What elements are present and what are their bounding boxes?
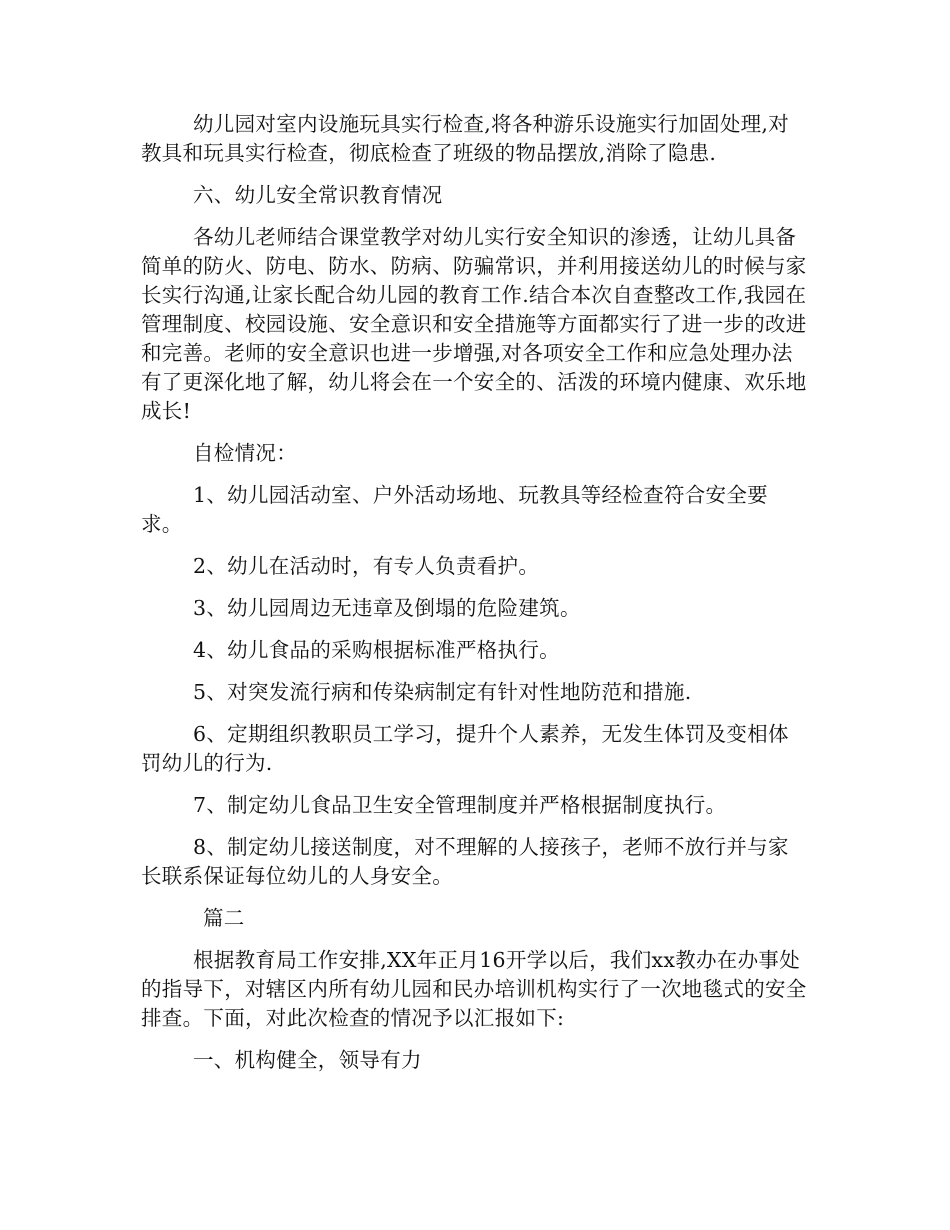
- document-page: [141, 110, 807, 1075]
- list-item-5: 5、对突发流行病和传染病制定有针对性地防范和措施.: [193, 680, 692, 704]
- part-two-heading: 篇二: [203, 906, 245, 930]
- self-check-heading: 自检情况：: [193, 441, 297, 465]
- paragraph-facility-check: 幼儿园对室内设施玩具实行检查,将各种游乐设施实行加固处理,对教具和玩具实行检查，彻底检查了班级的物品摆放,消除了隐患.: [141, 112, 790, 165]
- list-item-4: 4、幼儿食品的采购根据标准严格执行。: [193, 638, 560, 662]
- list-item-3: 3、幼儿园周边无违章及倒塌的危险建筑。: [193, 596, 581, 620]
- paragraph-safety-education: 各幼儿老师结合课堂教学对幼儿实行安全知识的渗透，让幼儿具备简单的防火、防电、防水、防病、防骗常识，并利用接送幼儿的时候与家长实行沟通,让家长配合幼儿园的教育工作.结合本次自查整改工作,我园在管理制度、校园设施、安全意识和安全措施等方面都实行了进一步的改进和完善。老师的安全意识也进一步增强,对各项安全工作和应急处理办法有了更深化地了解，幼儿将会在一个安全的、活泼的环境内健康、欢乐地成长!: [141, 225, 807, 423]
- list-item-6: 6、定期组织教职员工学习，提升个人素养，无发生体罚及变相体罚幼儿的行为.: [141, 722, 789, 775]
- section-heading-safety-education: 六、幼儿安全常识教育情况: [193, 183, 443, 207]
- list-item-7: 7、制定幼儿食品卫生安全管理制度并严格根据制度执行。: [193, 793, 727, 817]
- paragraph-part-two-intro: 根据教育局工作安排,XX年正月16开学以后，我们xx教办在办事处的指导下，对辖区内所有幼儿园和民办培训机构实行了一次地毯式的安全排查。下面，对此次检查的情况予以汇报如下:: [141, 948, 807, 1030]
- list-item-2: 2、幼儿在活动时，有专人负责看护。: [193, 554, 540, 578]
- list-item-1: 1、幼儿园活动室、户外活动场地、玩教具等经检查符合安全要求。: [141, 483, 768, 536]
- list-item-8: 8、制定幼儿接送制度，对不理解的人接孩子，老师不放行并与家长联系保证每位幼儿的人身安全。: [141, 835, 789, 888]
- section-heading-organization: 一、机构健全，领导有力: [193, 1048, 422, 1072]
